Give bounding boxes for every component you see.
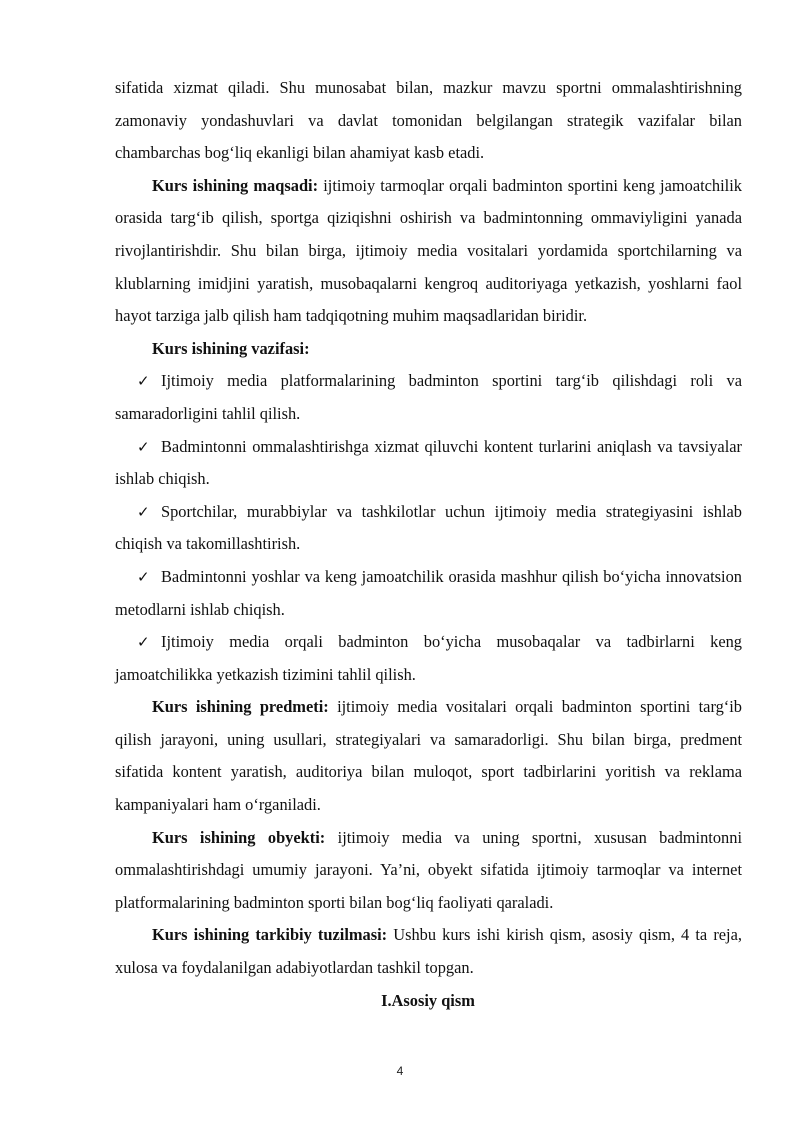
object-paragraph bbox=[115, 822, 742, 920]
task-item-text: Ijtimoiy media orqali badminton bo‘yicha musobaqalar va tadbirlarni keng jamoatchilikka yetkazish tizimini tahlil qilish. bbox=[115, 632, 742, 684]
object-label: Kurs ishining obyekti: bbox=[152, 827, 326, 847]
check-mark-icon: ✓ bbox=[137, 372, 150, 391]
tasks-heading: Kurs ishining vazifasi: bbox=[152, 338, 310, 358]
task-item bbox=[115, 496, 742, 561]
task-item-text: Sportchilar, murabbiylar va tashkilotlar uchun ijtimoiy media strategiyasini ishlab chiqish va takomillashtirish. bbox=[115, 501, 742, 554]
page-number: 4 bbox=[396, 1064, 404, 1078]
object-text: ijtimoiy media va uning sportni, xususan badmintonni ommalashtirishdagi umumiy jarayoni. Ya’ni, obyekt sifatida ijtimoiy tarmoqlar va internet platformalarining badminton sporti bilan bog‘liq faoliyati qaraladi. bbox=[115, 827, 743, 912]
task-item bbox=[115, 365, 742, 430]
structure-text: Ushbu kurs ishi kirish qism, asosiy qism, 4 ta reja, xulosa va foydalanilgan adabiyotlardan tashkil topgan. bbox=[115, 925, 742, 978]
goal-paragraph bbox=[115, 170, 742, 333]
document-page bbox=[115, 72, 742, 1017]
check-mark-icon: ✓ bbox=[137, 567, 150, 586]
check-mark-icon: ✓ bbox=[137, 437, 150, 456]
intro-paragraph: sifatida xizmat qiladi. Shu munosabat bilan, mazkur mavzu sportni ommalashtirishning zamonaviy yondashuvlari va davlat tomonidan belgilangan strategik vazifalar bilan chambarchas bog‘liq ekanligi bilan ahamiyat kasb etadi. bbox=[115, 78, 742, 163]
subject-label: Kurs ishining predmeti: bbox=[152, 697, 329, 717]
check-mark-icon: ✓ bbox=[137, 502, 150, 521]
section-title: I.Asosiy qism bbox=[381, 990, 475, 1010]
task-item-text: Badmintonni ommalashtirishga xizmat qiluvchi kontent turlarini aniqlash va tavsiyalar ishlab chiqish. bbox=[115, 436, 742, 489]
goal-text: ijtimoiy tarmoqlar orqali badminton sportini keng jamoatchilik orasida targ‘ib qilish, sportga qiziqishni oshirish va badmintonning ommaviyligini yanada rivojlantirishdir. Shu bilan birga, ijtimoiy media vositalari yordamida sportchilarning va klublarning imidjini yaratish, musobaqalarni kengroq auditoriyaga yetkazish, yoshlarni faol hayot tarziga jalb qilish ham tadqiqotning muhim maqsadlaridan biridir. bbox=[115, 175, 742, 326]
task-item-text: Badmintonni yoshlar va keng jamoatchilik orasida mashhur qilish bo‘yicha innovatsion metodlarni ishlab chiqish. bbox=[115, 566, 742, 619]
task-item bbox=[115, 431, 742, 496]
subject-paragraph bbox=[115, 691, 742, 821]
task-item-text: Ijtimoiy media platformalarining badminton sportini targ‘ib qilishdagi roli va samaradorligini tahlil qilish. bbox=[115, 371, 742, 423]
task-item bbox=[115, 561, 742, 626]
check-mark-icon: ✓ bbox=[137, 633, 150, 652]
structure-paragraph bbox=[115, 919, 742, 984]
task-item bbox=[115, 626, 742, 691]
subject-text: ijtimoiy media vositalari orqali badminton sportini targ‘ib qilish jarayoni, uning usullari, strategiyalari va samaradorligi. Shu bilan birga, predment sifatida kontent yaratish, auditoriya bilan muloqot, sport tadbirlarini yoritish va reklama kampaniyalari ham o‘rganiladi. bbox=[115, 697, 743, 815]
structure-label: Kurs ishining tarkibiy tuzilmasi: bbox=[152, 925, 388, 945]
goal-label: Kurs ishining maqsadi: bbox=[152, 175, 319, 195]
